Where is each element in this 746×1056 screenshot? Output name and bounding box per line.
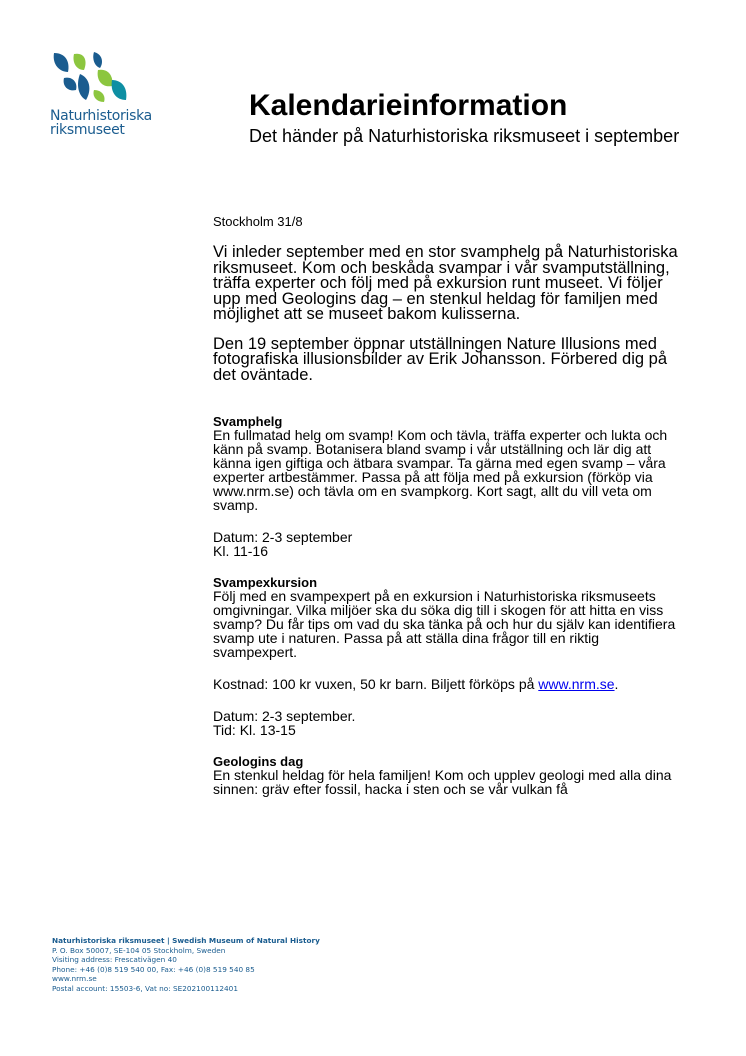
intro-paragraph-1: Vi inleder september med en stor svamphelg på Naturhistoriska riksmuseet. Kom och beskåda svampar i vår svamputställning, träffa experter och följ med på exkursion runt museet. Vi följer upp med Geologins dag – en stenkul heldag för familjen med möjlighet att se museet bakom kulisserna.: [213, 243, 678, 323]
logo-leaf-3: [73, 54, 85, 70]
footer-visiting-address: Visiting address: Frescativägen 40: [52, 955, 177, 965]
event-date: Datum: 2-3 september: [213, 529, 353, 545]
section-text-geologins-dag: En stenkul heldag för hela familjen! Kom och upplev geologi med alla dina sinnen: gräv efter fossil, hacka i sten och se vår vulkan få: [213, 767, 672, 797]
footer-org: Naturhistoriska riksmuseet | Swedish Museum of Natural History: [52, 936, 320, 945]
footer-postal: Postal account: 15503-6, Vat no: SE202100112401: [52, 983, 238, 993]
logo-leaf-5: [93, 52, 102, 68]
logo-leaf-4: [78, 74, 89, 100]
footer-web: www.nrm.se: [52, 974, 97, 984]
section-text-svampexkursion: Följ med en svampexpert på en exkursion i Naturhistoriska riksmuseets omgivningar. Vilka miljöer ska du söka dig till i skogen för att hitta en viss svamp? Du får tips om vad du ska tänka på och hur du själv kan identifiera svamp ute i naturen. Passa på att ställa dina frågor till en riktig svampexpert.: [213, 588, 676, 660]
event-details-svamphelg: [213, 530, 683, 558]
title-block: [249, 88, 709, 146]
section-text-svamphelg: En fullmatad helg om svamp! Kom och tävla, träffa experter och lukta och känn på svamp. Botanisera bland svamp i vår utställning och lär dig att känna igen giftiga och ätbara svampar. Ta gärna med egen svamp – våra experter artbestämmer. Passa på att följa med på exkursion (förköp via www.nrm.se) och tävla om en svampkorg. Kort sagt, allt du vill veta om svamp.: [213, 427, 668, 513]
logo-name-line2: riksmuseet: [50, 122, 125, 138]
logo-leaf-2: [64, 78, 77, 91]
logo-wordmark: [50, 109, 170, 137]
footer-address: P. O. Box 50007, SE-104 05 Stockholm, Sweden: [52, 945, 226, 955]
footer-phone: Phone: +46 (0)8 519 540 00, Fax: +46 (0)8 519 540 85: [52, 964, 255, 974]
logo-leaf-8: [93, 90, 104, 102]
dateline: Stockholm 31/8: [213, 214, 303, 229]
intro-paragraph-2: Den 19 september öppnar utställningen Nature Illusions med fotografiska illusionsbilder av Erik Johansson. Förbered dig på det oväntade.: [213, 334, 667, 384]
museum-logo: [50, 50, 170, 137]
logo-leaf-7: [112, 80, 127, 100]
logo-leaf-1: [54, 53, 69, 72]
cost-line: [213, 677, 683, 691]
section-heading-geologins-dag: Geologins dag: [213, 754, 304, 769]
museum-logo-mark: [50, 50, 130, 102]
logo-leaf-6: [98, 70, 113, 87]
footer: [52, 936, 320, 994]
section-heading-svampexkursion: Svampexkursion: [213, 575, 318, 590]
cost-end: .: [614, 676, 619, 692]
section-heading-svamphelg: Svamphelg: [213, 414, 283, 429]
logo-name-line1: Naturhistoriska: [50, 108, 152, 124]
event-details-svampexkursion: [213, 709, 683, 737]
press-release-body: [213, 214, 683, 814]
cost-text: Kostnad: 100 kr vuxen, 50 kr barn. Biljett förköps på: [213, 676, 539, 692]
page-subtitle: Det händer på Naturhistoriska riksmuseet i september: [249, 126, 680, 146]
nrm-link[interactable]: www.nrm.se: [538, 676, 615, 692]
event-date: Datum: 2-3 september.: [213, 708, 356, 724]
page-title: Kalendarieinformation: [249, 89, 568, 122]
event-time: Tid: Kl. 13-15: [213, 722, 296, 738]
event-time: Kl. 11-16: [213, 543, 268, 559]
